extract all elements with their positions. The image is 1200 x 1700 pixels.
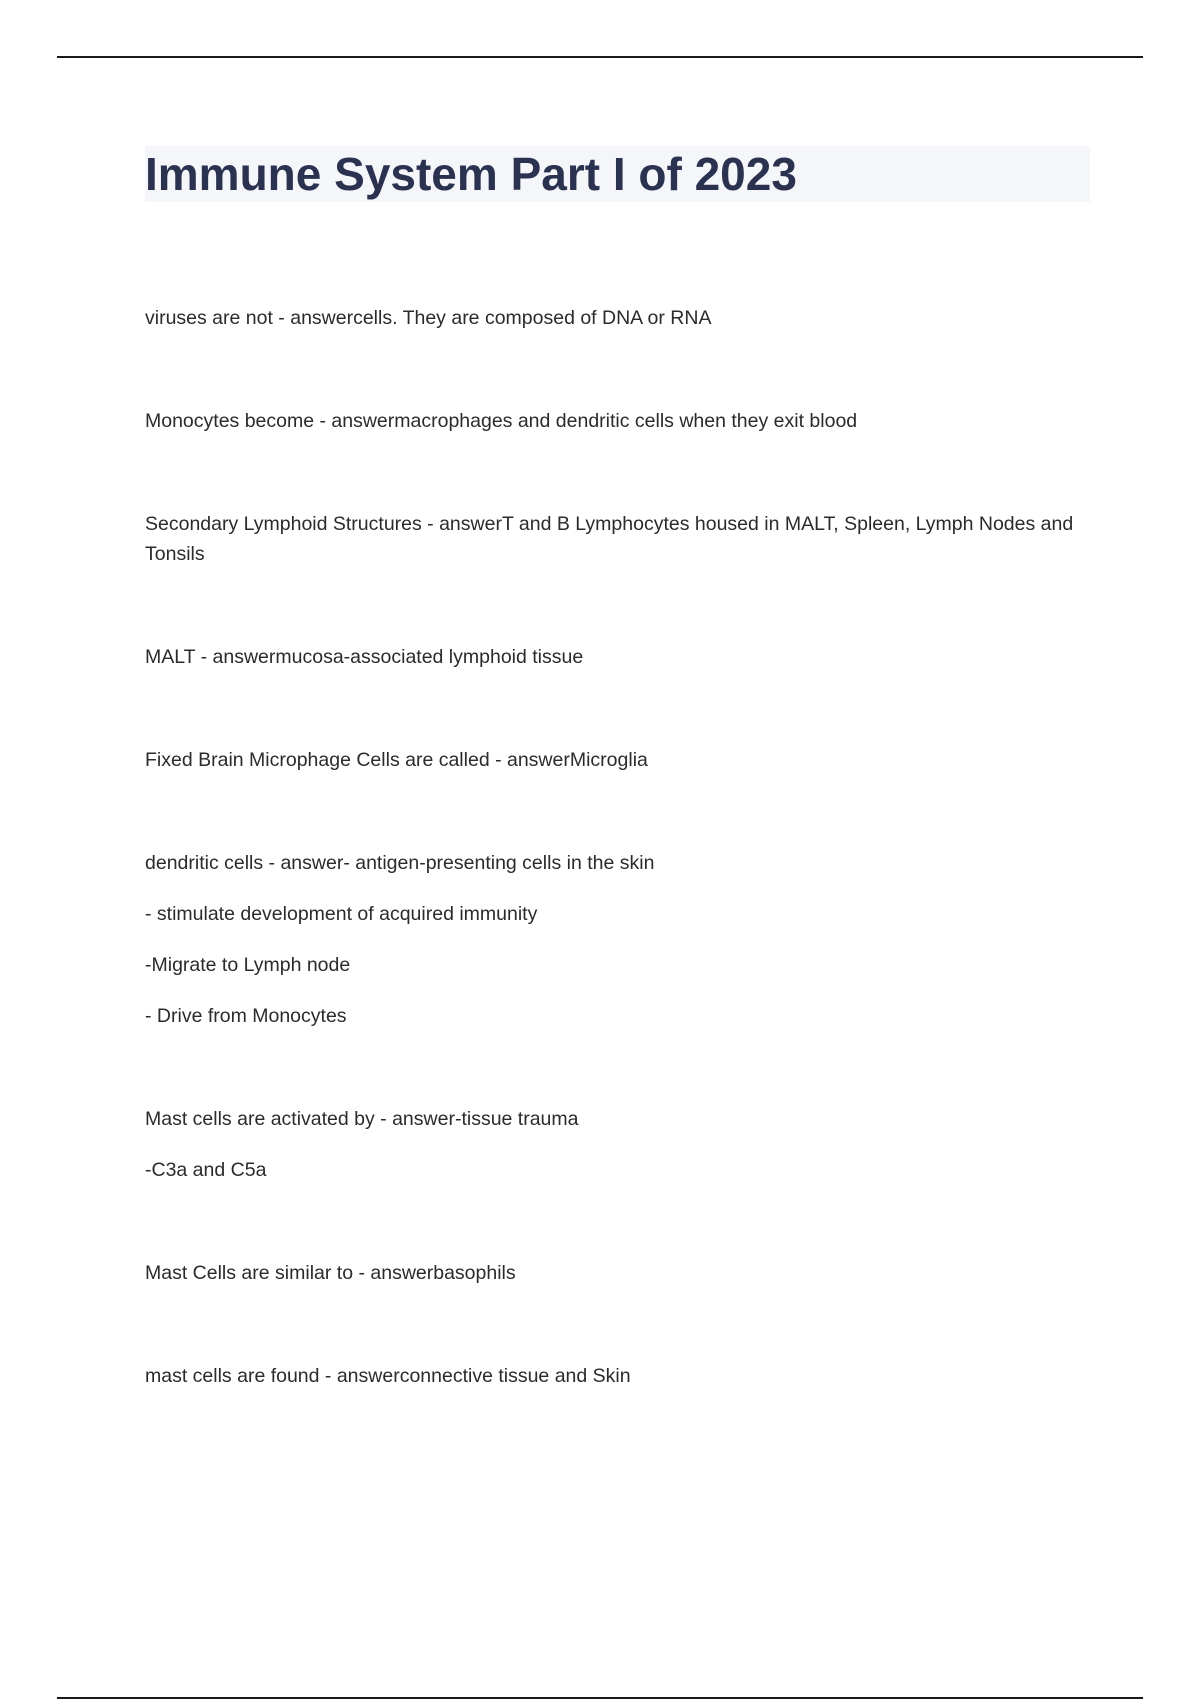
qa-entry-8 xyxy=(145,1258,1090,1288)
page-title: Immune System Part I of 2023 xyxy=(145,148,797,200)
qa-entry-6 xyxy=(145,848,1090,1031)
qa-text: - stimulate development of acquired immunity xyxy=(145,903,538,925)
qa-text: Mast Cells are similar to - answerbasophils xyxy=(145,1262,516,1284)
qa-entry-3 xyxy=(145,509,1090,569)
bottom-rule xyxy=(57,1697,1143,1699)
qa-text: Mast cells are activated by - answer-tissue trauma xyxy=(145,1108,579,1130)
qa-text: viruses are not - answercells. They are composed of DNA or RNA xyxy=(145,307,712,329)
qa-text: -Migrate to Lymph node xyxy=(145,954,351,976)
qa-text: -C3a and C5a xyxy=(145,1159,267,1181)
qa-text: mast cells are found - answerconnective tissue and Skin xyxy=(145,1365,631,1387)
qa-entry-7 xyxy=(145,1104,1090,1185)
qa-entry-2 xyxy=(145,406,1090,436)
qa-text: dendritic cells - answer- antigen-presenting cells in the skin xyxy=(145,852,655,874)
qa-entry-4 xyxy=(145,642,1090,672)
qa-entry-9 xyxy=(145,1361,1090,1391)
qa-text: Monocytes become - answermacrophages and dendritic cells when they exit blood xyxy=(145,410,858,432)
qa-text: Secondary Lymphoid Structures - answerT and B Lymphocytes housed in MALT, Spleen, Lymph Nodes and Tonsils xyxy=(145,513,1079,565)
qa-text: Fixed Brain Microphage Cells are called - answerMicroglia xyxy=(145,749,648,771)
top-rule xyxy=(57,56,1143,58)
qa-text: MALT - answermucosa-associated lymphoid tissue xyxy=(145,646,584,668)
qa-text: - Drive from Monocytes xyxy=(145,1005,347,1027)
qa-entry-1 xyxy=(145,303,1090,333)
qa-entry-5 xyxy=(145,745,1090,775)
